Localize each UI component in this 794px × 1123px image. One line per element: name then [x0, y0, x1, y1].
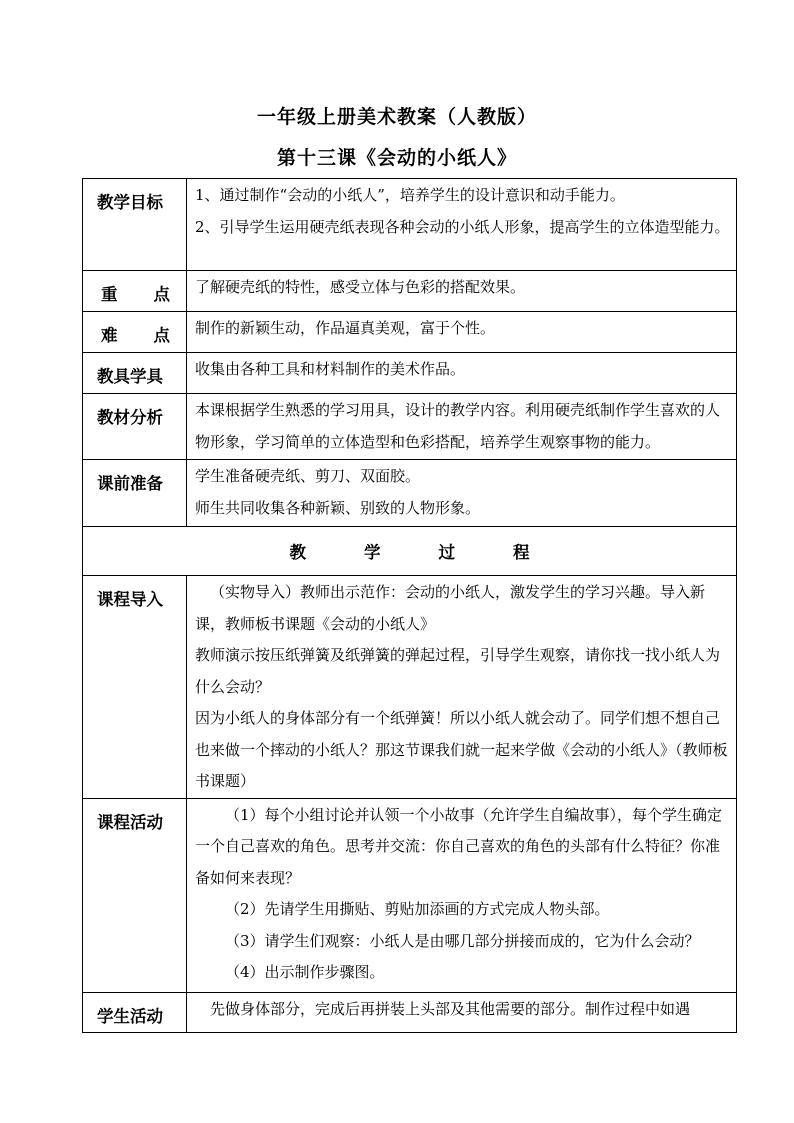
row-label: 课程活动 [83, 798, 187, 992]
row-content [187, 353, 737, 394]
row-label [83, 312, 187, 353]
content-line: 师生共同收集各种新颖、别致的人物形象。 [195, 498, 481, 517]
lesson-title: 第十三课《会动的小纸人》 [276, 147, 517, 169]
row-content [187, 576, 737, 799]
table-row [83, 179, 737, 271]
table-row [83, 394, 737, 460]
document-title: 一年级上册美术教案（人教版） [256, 106, 537, 128]
content-line: 因为小纸人的身体部分有一个纸弹簧！所以小纸人就会动了。同学们想不想自己也来做一个摔动的小纸人？那这节课我们就一起来学做《会动的小纸人》（教师板书课题） [195, 709, 728, 790]
row-label [83, 271, 187, 312]
row-label: 教学目标 [83, 179, 187, 271]
table-row [83, 460, 737, 527]
table-row [83, 312, 737, 353]
label-char: 点 [153, 285, 170, 304]
row-content [187, 179, 737, 271]
content-line: （1）每个小组讨论并认领一个小故事（允许学生自编故事），每个学生确定一个自己喜欢的角色。思考并交流：你自己喜欢的角色的头部有什么特征？你准备如何来表现？ [195, 805, 723, 887]
table-row [83, 798, 737, 992]
content-line: 先做身体部分，完成后再拼装上头部及其他需要的部分。制作过程中如遇 [210, 999, 691, 1018]
row-content [187, 271, 737, 312]
row-content [187, 798, 737, 992]
content-line: 收集由各种工具和材料制作的美术作品。 [195, 360, 466, 378]
table-row [83, 353, 737, 394]
content-line: （4）出示制作步骤图。 [225, 963, 385, 981]
table-row [83, 576, 737, 799]
label-char: 点 [153, 326, 170, 345]
table-row [83, 271, 737, 312]
row-content [187, 460, 737, 527]
lesson-plan-table [82, 178, 737, 1033]
row-content [187, 312, 737, 353]
label-char: 重 [101, 285, 118, 304]
content-line: 教师演示按压纸弹簧及纸弹簧的弹起过程，引导学生观察，请你找一找小纸人为什么会动？ [195, 646, 721, 696]
content-line: 了解硬壳纸的特性，感受立体与色彩的搭配效果。 [195, 278, 526, 296]
content-line: （2）先请学生用撕贴、剪贴加添画的方式完成人物头部。 [225, 900, 610, 918]
row-content [187, 394, 737, 460]
row-label: 课前准备 [83, 460, 187, 527]
label-char: 难 [101, 326, 118, 345]
row-label: 课程导入 [83, 576, 187, 799]
content-line: （3）请学生们观察：小纸人是由哪几部分拼接而成的，它为什么会动？ [225, 931, 700, 950]
content-line: 1、通过制作“会动的小纸人”，培养学生的设计意识和动手能力。 [195, 186, 625, 204]
content-line: 制作的新颖生动，作品逼真美观，富于个性。 [195, 319, 496, 337]
table-row [83, 527, 737, 576]
content-line: 2、引导学生运用硬壳纸表现各种会动的小纸人形象，提高学生的立体造型能力。 [195, 217, 730, 236]
row-label: 教材分析 [83, 394, 187, 460]
content-line: 学生准备硬壳纸、剪刀、双面胶。 [195, 467, 421, 485]
row-content [187, 992, 737, 1032]
table-row [83, 992, 737, 1032]
row-label: 学生活动 [83, 992, 187, 1032]
process-heading: 教学过程 [83, 527, 737, 576]
row-label: 教具学具 [83, 353, 187, 394]
content-line: 本课根据学生熟悉的学习用具，设计的教学内容。利用硬壳纸制作学生喜欢的人物形象，学习简单的立体造型和色彩搭配，培养学生观察事物的能力。 [195, 401, 721, 451]
content-line: （实物导入）教师出示范作：会动的小纸人，激发学生的学习兴趣。导入新课，教师板书课题《会动的小纸人》 [195, 583, 706, 633]
